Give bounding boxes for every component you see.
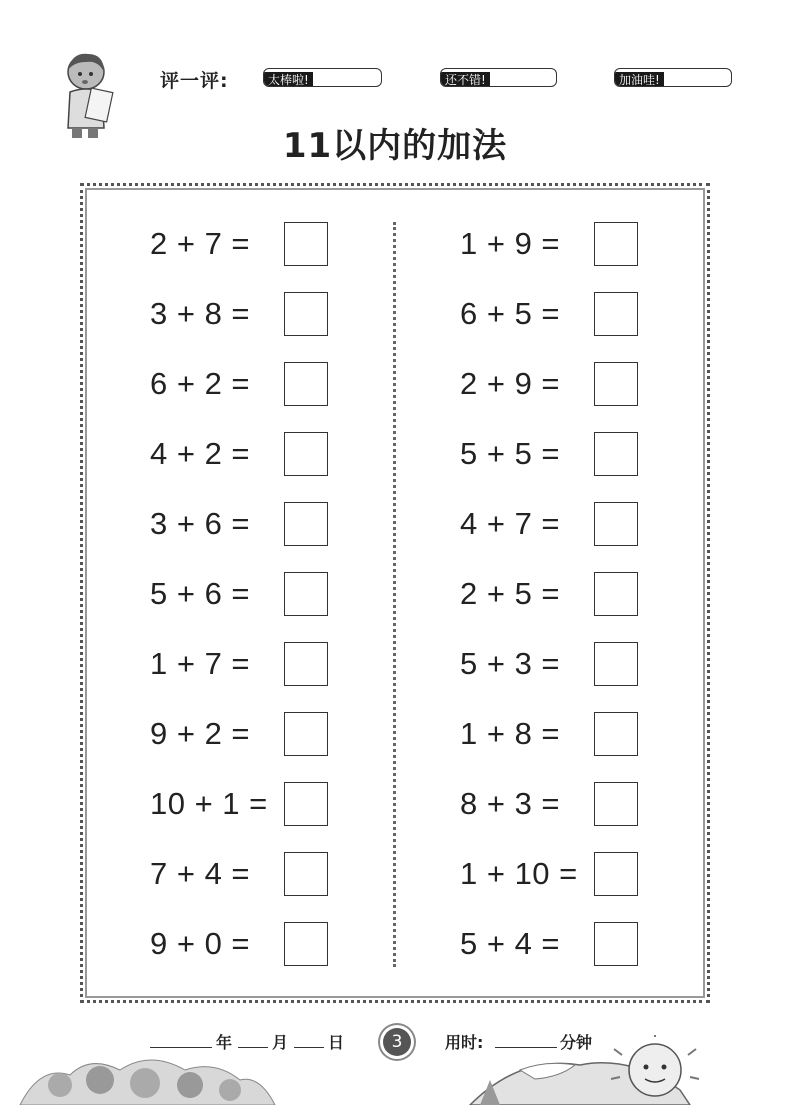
problem-row	[460, 782, 650, 852]
rating-option-great[interactable]	[263, 68, 382, 87]
answer-box[interactable]	[284, 852, 328, 896]
rating-tag: 还不错!	[441, 72, 490, 87]
problem-expression: 2 + 5 =	[460, 576, 561, 611]
problem-row	[150, 852, 340, 922]
problem-expression: 3 + 8 =	[150, 296, 251, 331]
rating-label: 评一评:	[160, 70, 229, 92]
year-blank[interactable]	[150, 1047, 212, 1048]
problem-row	[460, 362, 650, 432]
rating-option-good[interactable]	[440, 68, 557, 87]
answer-box[interactable]	[594, 852, 638, 896]
answer-box[interactable]	[284, 362, 328, 406]
time-blank[interactable]	[495, 1047, 557, 1048]
answer-box[interactable]	[284, 222, 328, 266]
day-label: 日	[328, 1033, 345, 1052]
problem-expression: 1 + 7 =	[150, 646, 251, 681]
problem-row	[460, 432, 650, 502]
problem-row	[150, 922, 340, 992]
answer-box[interactable]	[594, 922, 638, 966]
problem-expression: 3 + 6 =	[150, 506, 251, 541]
problem-row	[150, 362, 340, 432]
problem-row	[150, 572, 340, 642]
answer-box[interactable]	[594, 642, 638, 686]
problem-expression: 4 + 7 =	[460, 506, 561, 541]
worksheet-footer	[0, 1028, 790, 1058]
problem-expression: 7 + 4 =	[150, 856, 251, 891]
problem-row	[460, 642, 650, 712]
problem-row	[150, 712, 340, 782]
answer-box[interactable]	[594, 222, 638, 266]
answer-box[interactable]	[594, 572, 638, 616]
day-blank[interactable]	[294, 1047, 324, 1048]
problem-row	[460, 852, 650, 922]
answer-box[interactable]	[284, 782, 328, 826]
problem-expression: 6 + 5 =	[460, 296, 561, 331]
problem-row	[460, 502, 650, 572]
answer-box[interactable]	[594, 362, 638, 406]
problem-row	[460, 572, 650, 642]
problem-column-left	[150, 222, 340, 992]
rating-tag: 加油哇!	[615, 72, 664, 87]
answer-box[interactable]	[284, 572, 328, 616]
problem-row	[150, 222, 340, 292]
problem-row	[150, 432, 340, 502]
answer-box[interactable]	[594, 712, 638, 756]
problem-expression: 5 + 5 =	[460, 436, 561, 471]
answer-box[interactable]	[284, 292, 328, 336]
problem-expression: 1 + 10 =	[460, 856, 578, 891]
minutes-label: 分钟	[560, 1033, 593, 1052]
problem-row	[460, 292, 650, 362]
problem-expression: 5 + 3 =	[460, 646, 561, 681]
answer-box[interactable]	[284, 502, 328, 546]
answer-box[interactable]	[284, 712, 328, 756]
problem-row	[150, 782, 340, 852]
problem-expression: 9 + 0 =	[150, 926, 251, 961]
problem-row	[150, 502, 340, 572]
rating-option-keep-going[interactable]	[614, 68, 732, 87]
problem-row	[460, 222, 650, 292]
problem-expression: 1 + 9 =	[460, 226, 561, 261]
answer-box[interactable]	[284, 642, 328, 686]
answer-box[interactable]	[594, 432, 638, 476]
problem-expression: 1 + 8 =	[460, 716, 561, 751]
problem-expression: 9 + 2 =	[150, 716, 251, 751]
page-title: 11以内的加法	[282, 126, 508, 166]
problem-column-right	[460, 222, 650, 992]
problem-row	[150, 642, 340, 712]
problem-expression: 8 + 3 =	[460, 786, 561, 821]
answer-box[interactable]	[594, 782, 638, 826]
problem-expression: 10 + 1 =	[150, 786, 268, 821]
month-blank[interactable]	[238, 1047, 268, 1048]
problem-expression: 6 + 2 =	[150, 366, 251, 401]
problem-row	[460, 712, 650, 782]
problem-expression: 2 + 7 =	[150, 226, 251, 261]
answer-box[interactable]	[594, 292, 638, 336]
answer-box[interactable]	[594, 502, 638, 546]
rating-tag: 太棒啦!	[264, 72, 313, 87]
problem-expression: 5 + 4 =	[460, 926, 561, 961]
problem-expression: 5 + 6 =	[150, 576, 251, 611]
problem-row	[150, 292, 340, 362]
answer-box[interactable]	[284, 922, 328, 966]
page-number: 3	[383, 1028, 411, 1056]
problem-expression: 4 + 2 =	[150, 436, 251, 471]
column-divider	[393, 222, 396, 967]
answer-box[interactable]	[284, 432, 328, 476]
year-label: 年	[216, 1033, 233, 1052]
problem-expression: 2 + 9 =	[460, 366, 561, 401]
problem-row	[460, 922, 650, 992]
time-label: 用时:	[445, 1033, 484, 1052]
month-label: 月	[272, 1033, 289, 1052]
